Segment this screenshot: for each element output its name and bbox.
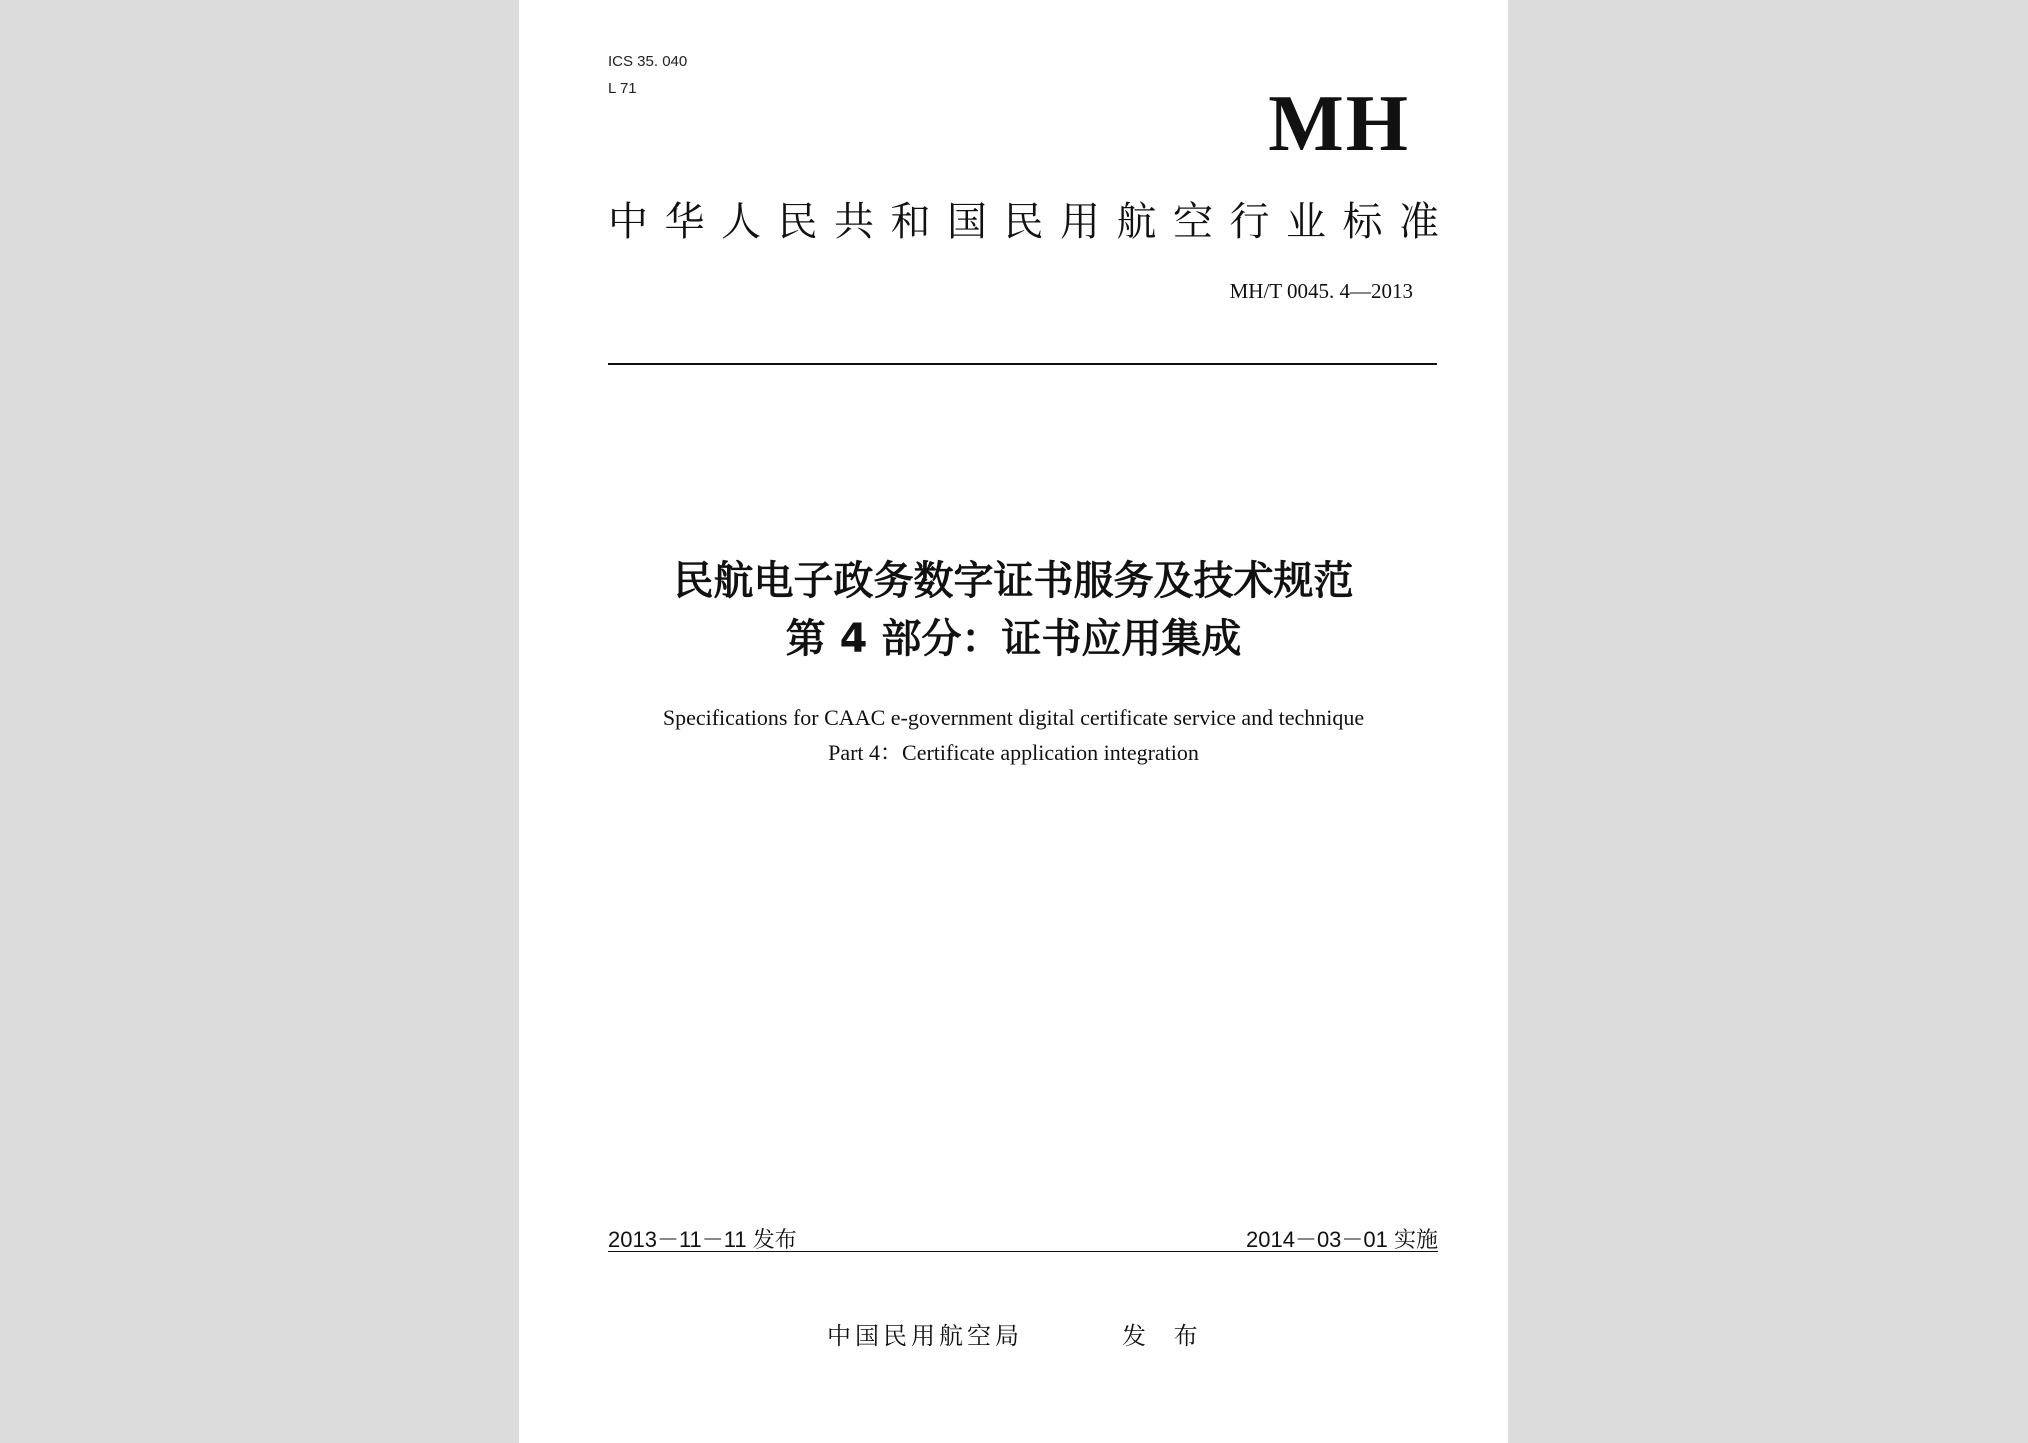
english-title-line-2: Part 4：Certificate application integration xyxy=(828,740,1199,765)
document-page xyxy=(519,0,1508,1443)
standard-number: MH/T 0045. 4—2013 xyxy=(1229,279,1413,303)
ics-code: ICS 35. 040 xyxy=(608,53,688,70)
date-divider xyxy=(608,1251,1438,1252)
english-title xyxy=(519,700,1508,770)
english-title-line-1: Specifications for CAAC e-government digital certificate service and technique xyxy=(662,705,1365,730)
issue-date: 2013－11－11 发布 xyxy=(608,1227,797,1252)
standard-logo: MH xyxy=(1268,80,1410,168)
chinese-title-line-2: 第 4 部分：证书应用集成 xyxy=(785,616,1242,662)
chinese-title-line-1: 民航电子政务数字证书服务及技术规范 xyxy=(673,558,1354,604)
effective-date: 2014－03－01 实施 xyxy=(1246,1227,1438,1252)
header-divider xyxy=(608,363,1437,365)
ccs-code: L 71 xyxy=(608,80,637,97)
publish-label: 发 布 xyxy=(1122,1322,1208,1350)
chinese-title xyxy=(519,552,1508,668)
standard-category-title: 中华人民共和国民用航空行业标准 xyxy=(608,199,1456,245)
publisher-name: 中国民用航空局 xyxy=(827,1322,1023,1350)
